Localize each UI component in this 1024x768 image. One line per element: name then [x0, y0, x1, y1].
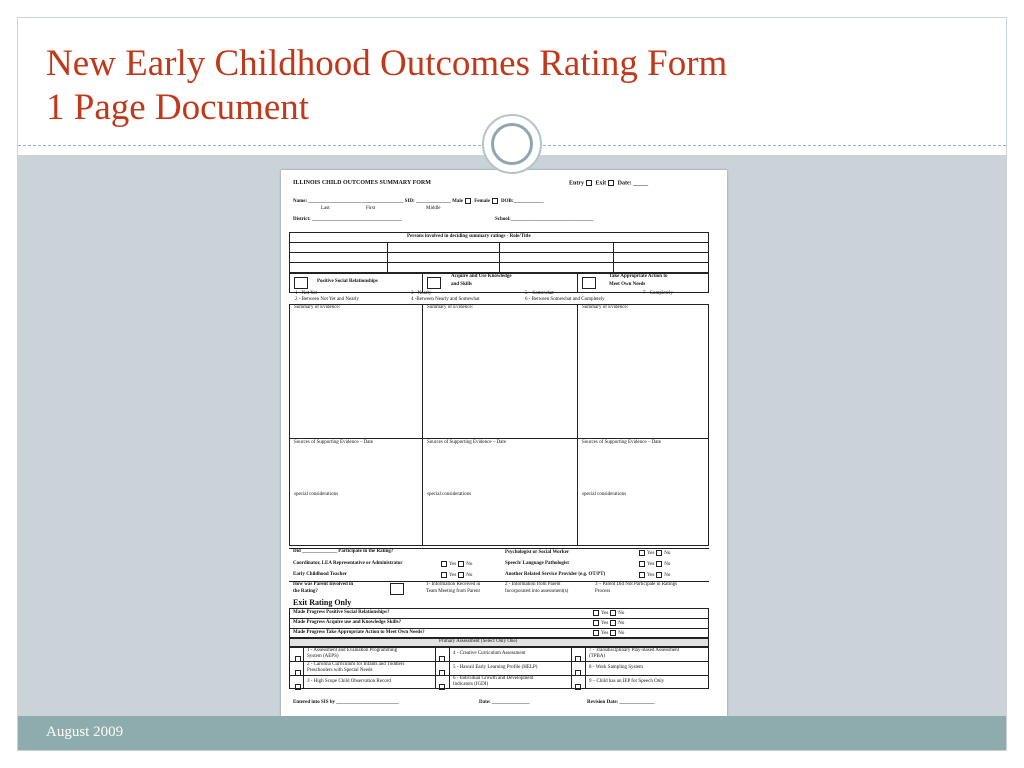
scale-7: 7 - Completely — [643, 291, 673, 296]
persons-vline-3 — [613, 242, 614, 273]
special-considerations-1: special considerations — [294, 492, 339, 497]
name-sub-middle: Middle — [426, 206, 441, 211]
psychologist-label: Psychologist or Social Worker — [505, 550, 570, 555]
assessment-1-a: 1 - Assessment and Evaluation Programming — [307, 648, 398, 653]
date-label: Date: _____ — [617, 180, 649, 187]
teacher-no-checkbox — [458, 572, 464, 578]
assessment-checkbox-1 — [295, 656, 301, 662]
assessment-3: 3 - High Scope Child Observation Record — [307, 679, 391, 684]
yes-text: Yes — [647, 551, 655, 557]
progress3-yes-checkbox — [593, 630, 599, 636]
outcome1-label: Positive Social Relationships — [317, 279, 378, 284]
scale-4: 4 -Between Nearly and Somewhat — [411, 297, 480, 302]
no-text: No — [618, 621, 625, 627]
assessment-checkbox-4 — [439, 656, 445, 662]
special-considerations-2: special considerations — [427, 492, 472, 497]
outcome3-checkbox — [582, 277, 596, 289]
assessment-vline-1 — [303, 647, 304, 689]
another-yes-no — [637, 572, 670, 578]
progress-appropriate-action: Made Progress Take Appropriate Action to Meet Own Needs? — [293, 630, 425, 635]
assessment-9: 9 – Child has an IEP for Speech Only — [589, 679, 665, 684]
no-text: No — [618, 631, 625, 637]
assessment-vline-4 — [571, 647, 572, 689]
no-text: No — [618, 611, 625, 617]
no-text: No — [466, 573, 473, 579]
assessment-1-b: System (AEPS) — [307, 654, 339, 659]
persons-vline-1 — [387, 242, 388, 273]
another-provider-label: Another Related Service Provider (e.g. OT/PT) — [505, 572, 606, 577]
assessment-checkbox-2 — [295, 670, 301, 676]
school-field: School:_________________________________ — [495, 217, 594, 222]
progress2-no-checkbox — [610, 620, 616, 626]
name-sid-row — [293, 198, 544, 204]
parent-involved-2: the Rating? — [293, 589, 318, 594]
speech-no-checkbox — [656, 561, 662, 567]
psych-no-checkbox — [656, 550, 662, 556]
no-text: No — [664, 573, 671, 579]
progress2-yes-checkbox — [593, 620, 599, 626]
assessment-vline-5 — [585, 647, 586, 689]
evidence-vline-1 — [422, 304, 423, 546]
assessment-7-a: 7 - Transdisciplinary Play-Based Assessment — [589, 648, 679, 653]
female-label: Female — [474, 199, 490, 205]
slide-title — [46, 42, 727, 130]
district-field: District: ____________________________________ — [293, 217, 403, 222]
outcomes-vline-1 — [422, 273, 423, 293]
assessment-checkbox-6 — [439, 684, 445, 690]
dob-label: DOB:____________ — [501, 199, 544, 205]
name-sub-first: First — [366, 206, 376, 211]
divider-circle-ornament — [482, 114, 542, 174]
progress-positive-social: Made Progress Positive Social Relationships? — [293, 610, 390, 615]
did-participate: Did ______________ Participate in the Rating? — [293, 549, 394, 554]
assessment-6-a: 6 - Individual Growth and Development — [453, 676, 534, 681]
outcome2-label-1: Acquire and Use Knowledge — [451, 274, 512, 279]
outcome2-label-2: and Skills — [451, 282, 472, 287]
assessment-checkbox-7 — [575, 656, 581, 662]
option-2-b: Incorporated into assessment(s) — [505, 589, 569, 594]
outcome2-checkbox — [427, 277, 441, 289]
yes-text: Yes — [601, 631, 609, 637]
exit-line-2 — [289, 628, 709, 629]
progress3-no-checkbox — [610, 630, 616, 636]
persons-vline-2 — [499, 242, 500, 273]
yes-text: Yes — [601, 621, 609, 627]
exit-checkbox — [608, 180, 614, 186]
summary-evidence-1: Summary of Evidence: — [294, 305, 341, 310]
option-2-a: 2 - Information from Parent — [505, 582, 561, 587]
form-document-page — [281, 170, 727, 717]
scale-5: 5 – Somewhat — [525, 291, 554, 296]
option-1-a: 1- Information Received in — [426, 582, 481, 587]
assessment-2-b: Preschoolers with Special Needs — [307, 668, 373, 673]
another-yes-checkbox — [639, 572, 645, 578]
speech-label: Speech/ Language Pathologist — [505, 561, 569, 566]
no-text: No — [466, 562, 473, 568]
yes-text: Yes — [647, 573, 655, 579]
exit-line-1 — [289, 618, 709, 619]
parent-checkbox — [390, 583, 404, 595]
yes-text: Yes — [601, 611, 609, 617]
summary-evidence-3: Summary of Evidence: — [582, 305, 629, 310]
assessment-8: 8 - Work Sampling System — [589, 665, 643, 670]
progress-knowledge: Made Progress Acquire use and Knowledge Skills? — [293, 620, 402, 625]
option-3-b: Process — [595, 589, 611, 594]
primary-assessment-label: Primary Assessment (Select Only One) — [439, 639, 518, 644]
progress1-yes-checkbox — [593, 610, 599, 616]
entry-exit-date — [569, 180, 648, 186]
revision-date: Revision Date: ______________ — [587, 700, 655, 705]
yes-text: Yes — [449, 573, 457, 579]
assessment-checkbox-3 — [295, 684, 301, 690]
no-text: No — [664, 562, 671, 568]
sources-3: Sources of Supporting Evidence – Date — [582, 440, 662, 445]
evidence-grid — [289, 304, 709, 546]
parent-involved-1: How was Parent Involved in — [293, 582, 354, 587]
female-checkbox — [492, 198, 498, 204]
a9-checkbox — [573, 678, 583, 696]
a3-checkbox — [293, 678, 303, 696]
no-text: No — [664, 551, 671, 557]
option-1-b: Team Meeting from Parent — [426, 589, 480, 594]
evidence-vline-2 — [577, 304, 578, 546]
assessment-4: 4 - Creative Curriculum Assessment — [453, 651, 526, 656]
ec-teacher-label: Early Childhood Teacher — [293, 572, 347, 577]
coordinator-yes-checkbox — [441, 561, 447, 567]
coordinator-yes-no — [439, 561, 472, 567]
slide-footer-bar — [18, 716, 1006, 750]
progress2-yes-no — [591, 620, 624, 626]
teacher-yes-no — [439, 572, 472, 578]
speech-yes-checkbox — [639, 561, 645, 567]
progress1-yes-no — [591, 610, 624, 616]
sources-1: Sources of Supporting Evidence – Date — [294, 440, 374, 445]
coordinator-label: Coordinator, LEA Representative or Administrator — [293, 561, 403, 566]
yes-text: Yes — [647, 562, 655, 568]
entered-date: Date: _______________ — [479, 700, 530, 705]
form-header: ILLINOIS CHILD OUTCOMES SUMMARY FORM — [293, 180, 431, 186]
assessment-5: 5 - Hawaii Early Learning Profile (HELP) — [453, 665, 538, 670]
slide-title-line-1: New Early Childhood Outcomes Rating Form — [46, 43, 728, 84]
assessment-6-b: Indicators (IGDI) — [453, 682, 489, 687]
psych-yes-checkbox — [639, 550, 645, 556]
scale-1: 1 - Not Yet — [295, 291, 317, 296]
divider-circle-inner — [491, 123, 533, 165]
assessment-checkbox-5 — [439, 670, 445, 676]
scale-2: 2 - Between Not Yet and Nearly — [295, 297, 360, 302]
name-label: Name: ______________________________________ SID: ______________ Male — [293, 199, 463, 205]
entry-label: Entry — [569, 180, 584, 187]
yes-text: Yes — [449, 562, 457, 568]
footer-date: August 2009 — [46, 724, 124, 740]
a6-checkbox — [437, 678, 447, 696]
special-considerations-3: special considerations — [582, 492, 627, 497]
assessment-2-a: 2 - Carolina Curriculum for Infants and Toddlers — [307, 662, 405, 667]
assessment-7-b: (TPBA) — [589, 654, 606, 659]
psych-yes-no — [637, 550, 670, 556]
exit-label: Exit — [595, 180, 607, 187]
assessment-vline-2 — [435, 647, 436, 689]
exit-rating-heading: Exit Rating Only — [293, 598, 352, 607]
progress1-no-checkbox — [610, 610, 616, 616]
assessment-checkbox-8 — [575, 670, 581, 676]
name-sub-last: Last — [321, 206, 330, 211]
sources-2: Sources of Supporting Evidence – Date — [427, 440, 507, 445]
scale-3: 3 - Nearly — [411, 291, 432, 296]
evidence-divider — [289, 438, 709, 439]
outcomes-vline-2 — [577, 273, 578, 293]
assessment-checkbox-9 — [575, 684, 581, 690]
male-checkbox — [465, 198, 471, 204]
assessment-vline-3 — [449, 647, 450, 689]
scale-6: 6 - Between Somewhat and Completely — [525, 297, 605, 302]
summary-evidence-2: Summary of Evidence: — [427, 305, 474, 310]
entry-checkbox — [586, 180, 592, 186]
another-no-checkbox — [656, 572, 662, 578]
outcome3-label-2: Meet Own Needs — [609, 282, 646, 287]
teacher-yes-checkbox — [441, 572, 447, 578]
outcome3-label-1: Take Appropriate Action to — [609, 274, 668, 279]
slide-title-line-2: 1 Page Document — [46, 87, 310, 128]
outcome1-checkbox — [294, 277, 308, 289]
option-3-a: 3 – Parent Did Not Participate in Ratings — [595, 582, 678, 587]
speech-yes-no — [637, 561, 670, 567]
coordinator-no-checkbox — [458, 561, 464, 567]
persons-heading: Persons involved in deciding summary ratings - Role/Title — [407, 234, 531, 239]
entered-into-sis: Entered into SIS by _________________________ — [293, 700, 399, 705]
progress3-yes-no — [591, 630, 624, 636]
